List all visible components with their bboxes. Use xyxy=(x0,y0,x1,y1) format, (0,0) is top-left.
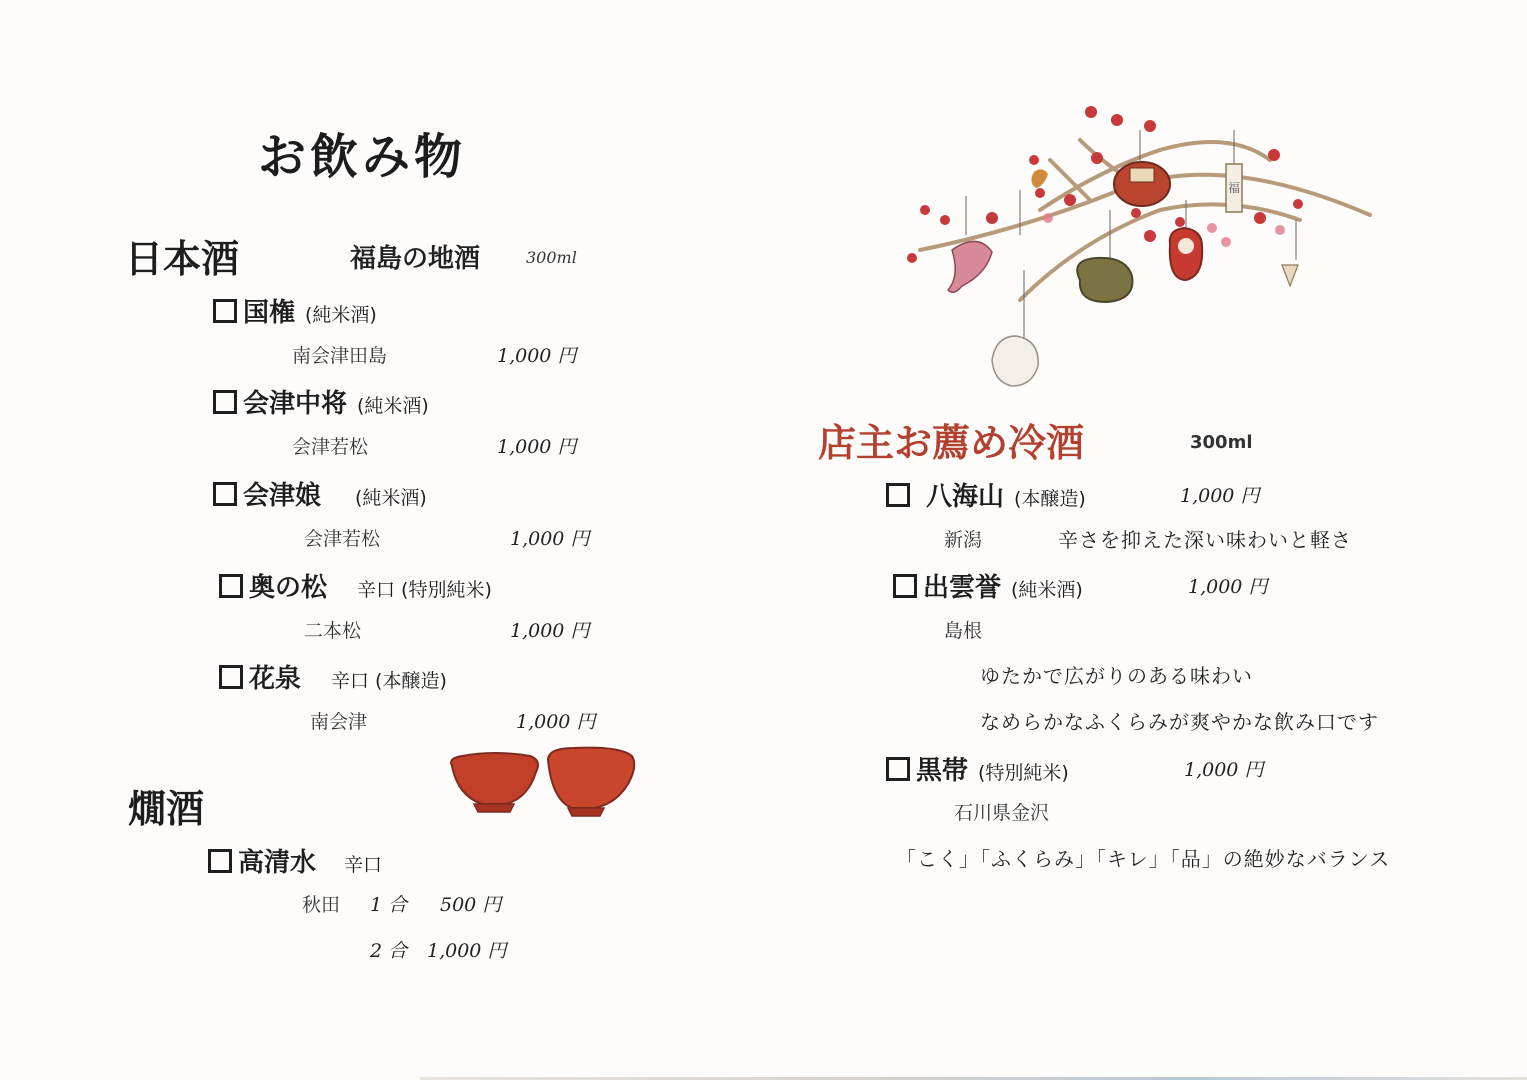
item-origin: 南会津 xyxy=(310,711,368,733)
sake-item-hanaizumi xyxy=(219,658,447,695)
item-name: 国権 xyxy=(243,298,296,328)
item-note: (純米酒) xyxy=(355,487,427,509)
sake-volume: 300ml xyxy=(526,248,577,267)
item-name: 奥の松 xyxy=(249,573,328,603)
item-price: 1,000 円 xyxy=(1188,576,1268,598)
kanzake-origin: 秋田 xyxy=(302,894,341,916)
item-price: 1,000 円 xyxy=(497,436,577,458)
item-origin: 会津若松 xyxy=(304,528,381,550)
item-description: 辛さを抑えた深い味わいと軽さ xyxy=(1058,528,1352,552)
kanzake-size-1: 1 合 xyxy=(370,894,408,916)
item-note: 辛口 (特別純米) xyxy=(357,579,492,601)
checkbox-icon xyxy=(208,849,232,873)
item-price: 1,000 円 xyxy=(1184,759,1264,781)
item-origin: 二本松 xyxy=(304,620,362,642)
item-description: なめらかなふくらみが爽やかな飲み口です xyxy=(980,710,1379,734)
checkbox-icon xyxy=(886,483,910,507)
item-description: ゆたかで広がりのある味わい xyxy=(980,664,1253,688)
sake-item-kokken xyxy=(213,292,377,329)
sake-cups-illustration xyxy=(444,744,644,824)
kanzake-item-takashimizu xyxy=(208,842,382,879)
item-origin: 南会津田島 xyxy=(292,345,388,367)
recommended-item-hakkaisan xyxy=(886,476,1086,513)
ornament-tag-text: 福 xyxy=(1228,181,1241,195)
checkbox-icon xyxy=(213,299,237,323)
plum-branch-illustration xyxy=(900,100,1380,400)
item-description: 「こく」「ふくらみ」「キレ」「品」の絶妙なバランス xyxy=(896,847,1391,871)
item-origin: 会津若松 xyxy=(292,436,369,458)
sake-item-okunomatsu xyxy=(219,567,492,604)
item-name: 会津娘 xyxy=(243,481,322,511)
item-origin: 新潟 xyxy=(944,529,983,551)
menu-title: お飲み物 xyxy=(258,129,467,185)
sake-subheading: 福島の地酒 xyxy=(350,244,481,274)
checkbox-icon xyxy=(886,757,910,781)
item-price: 1,000 円 xyxy=(516,711,596,733)
checkbox-icon xyxy=(219,665,243,689)
item-note: 辛口 (本醸造) xyxy=(331,670,447,692)
item-origin: 島根 xyxy=(944,620,983,642)
item-name: 花泉 xyxy=(249,664,302,694)
kanzake-heading: 燗酒 xyxy=(128,787,205,831)
checkbox-icon xyxy=(213,482,237,506)
item-name: 高清水 xyxy=(238,848,317,878)
item-price: 1,000 円 xyxy=(510,528,590,550)
item-price: 1,000 円 xyxy=(497,345,577,367)
recommended-item-kuroobi xyxy=(886,750,1069,787)
item-price: 1,000 円 xyxy=(510,620,590,642)
item-name: 会津中将 xyxy=(243,389,348,419)
sake-item-aizu-musume xyxy=(213,475,427,512)
item-name: 八海山 xyxy=(926,482,1005,512)
item-note: (純米酒) xyxy=(357,395,429,417)
recommended-heading: 店主お薦め冷酒 xyxy=(818,421,1085,465)
item-origin: 石川県金沢 xyxy=(954,802,1050,824)
item-note: (特別純米) xyxy=(978,762,1069,784)
checkbox-icon xyxy=(213,390,237,414)
kanzake-price-2: 1,000 円 xyxy=(427,940,507,962)
checkbox-icon xyxy=(219,574,243,598)
item-note: 辛口 xyxy=(344,854,383,876)
item-price: 1,000 円 xyxy=(1180,485,1260,507)
item-name: 黒帯 xyxy=(916,756,969,786)
item-note: (純米酒) xyxy=(1011,579,1083,601)
item-name: 出雲誉 xyxy=(923,573,1002,603)
item-note: (本醸造) xyxy=(1014,488,1086,510)
recommended-volume: 300ml xyxy=(1190,432,1253,453)
sake-heading: 日本酒 xyxy=(125,237,240,281)
kanzake-price-1: 500 円 xyxy=(440,894,502,916)
sake-item-aizu-chujo xyxy=(213,383,429,420)
recommended-item-izumohomare xyxy=(893,567,1083,604)
item-note: (純米酒) xyxy=(305,304,377,326)
checkbox-icon xyxy=(893,574,917,598)
kanzake-size-2: 2 合 xyxy=(370,940,408,962)
